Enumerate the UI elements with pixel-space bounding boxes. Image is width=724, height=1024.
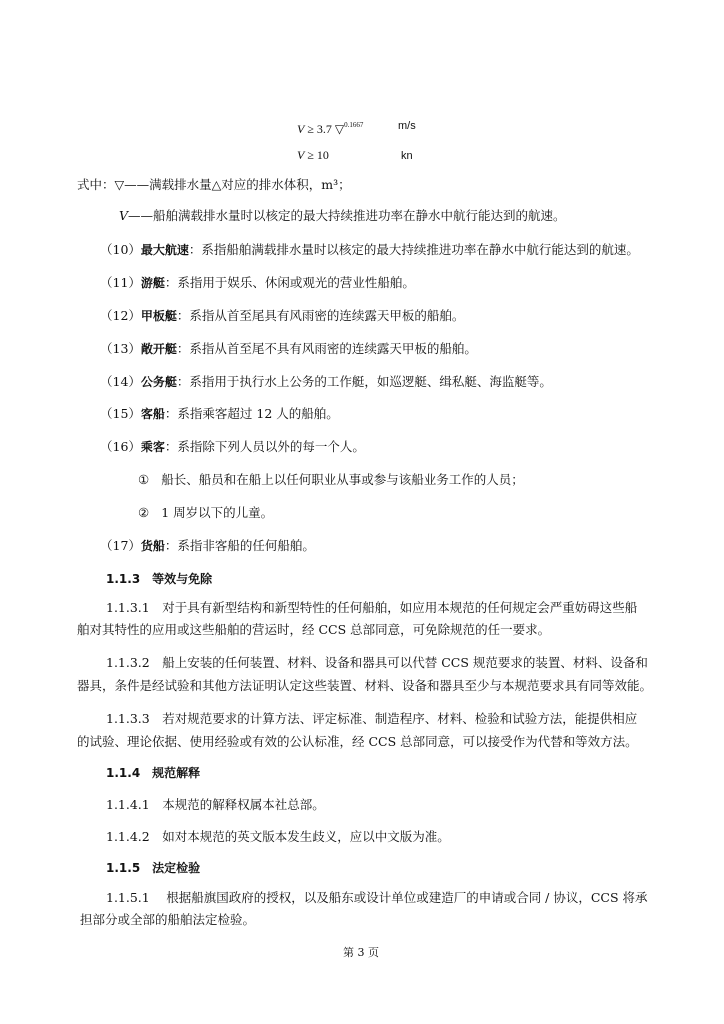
- definition-text: ：系指除下列人员以外的每一个人。: [164, 439, 365, 454]
- definition-number: （11）: [100, 275, 141, 290]
- sub-item-text: 1 周岁以下的儿童。: [161, 505, 274, 520]
- formula-variable: V: [297, 122, 305, 136]
- formula-speed-kn: [297, 147, 329, 163]
- paragraph-1-1-3-3-line2: 的试验、理论依据、使用经验或有效的公认标准，经 CCS 总部同意，可以接受作为代替和等效方法。: [77, 734, 638, 749]
- page-number: 第 3 页: [343, 946, 379, 959]
- paragraph-1-1-3-1-line2: 舶对其特性的应用或这些船舶的营运时，经 CCS 总部同意，可免除规范的任一要求。: [77, 622, 551, 637]
- section-heading-1-1-3: 1.1.3 等效与免除: [106, 572, 213, 586]
- definition-term: 客船: [140, 407, 165, 421]
- sub-item-mark: ①: [138, 472, 150, 487]
- definition-text: ：系指从首至尾不具有风雨密的连续露天甲板的船舶。: [176, 341, 477, 356]
- formula-unit-ms: m/s: [398, 120, 416, 132]
- paragraph-1-1-5-1-line1: 1.1.5.1 根据船旗国政府的授权，以及船东或设计单位或建造厂的申请或合同 / 协议，CCS 将承: [106, 890, 648, 905]
- sub-item: [138, 472, 524, 488]
- definition-number: （14）: [100, 374, 141, 389]
- definition-number: （10）: [100, 242, 141, 257]
- definition-number: （12）: [100, 308, 141, 323]
- definition-term: 公务艇: [140, 375, 177, 389]
- definition-text: ：系指乘客超过 12 人的船舶。: [164, 406, 339, 421]
- formula-relation: ≥ 3.7 ▽: [304, 122, 345, 136]
- section-heading-1-1-4: 1.1.4 规范解释: [106, 766, 201, 780]
- definition-text: ：系指非客船的任何船舶。: [164, 538, 315, 553]
- definition-item: [100, 341, 477, 357]
- definition-item: [100, 374, 552, 390]
- formula-speed-ms: [297, 117, 363, 137]
- definition-term: 乘客: [140, 440, 165, 454]
- definition-item: [100, 538, 315, 554]
- formula-exponent: 0.1667: [344, 121, 364, 129]
- paragraph-1-1-3-3-line1: 1.1.3.3 若对规范要求的计算方法、评定标准、制造程序、材料、检验和试验方法，能提供相应: [106, 711, 638, 726]
- definition-item: [100, 275, 415, 291]
- formula-variable: V: [297, 148, 305, 162]
- definition-item: [100, 242, 639, 258]
- definition-term: 最大航速: [140, 243, 189, 257]
- sub-item-text: 船长、船员和在船上以任何职业从事或参与该船业务工作的人员；: [161, 472, 524, 487]
- definition-item: [100, 439, 365, 455]
- definition-number: （17）: [100, 538, 141, 553]
- formula-relation: ≥ 10: [304, 148, 329, 162]
- paragraph-1-1-3-2-line2: 器具，条件是经试验和其他方法证明认定这些装置、材料、设备和器具至少与本规范要求具有同等效能。: [77, 678, 653, 693]
- where-variable: V: [119, 208, 129, 223]
- definition-number: （15）: [100, 406, 141, 421]
- where-v-text: ——船舶满载排水量时以核定的最大持续推进功率在静水中航行能达到的航速。: [128, 208, 566, 223]
- definition-term: 敞开艇: [140, 342, 177, 356]
- paragraph-1-1-3-1-line1: 1.1.3.1 对于具有新型结构和新型特性的任何船舶，如应用本规范的任何规定会严重妨碍这些船: [106, 600, 638, 615]
- definition-number: （16）: [100, 439, 141, 454]
- definition-item: [100, 406, 339, 422]
- definition-term: 货船: [140, 539, 165, 553]
- definition-text: ：系指用于执行水上公务的工作艇，如巡逻艇、缉私艇、海监艇等。: [176, 374, 552, 389]
- definition-text: ：系指从首至尾具有风雨密的连续露天甲板的船舶。: [176, 308, 465, 323]
- formula-unit-kn: kn: [401, 150, 413, 162]
- paragraph-1-1-4-1: 1.1.4.1 本规范的解释权属本社总部。: [106, 797, 325, 812]
- definition-text: ：系指船舶满载排水量时以核定的最大持续推进功率在静水中航行能达到的航速。: [188, 242, 639, 257]
- definition-term: 甲板艇: [140, 309, 177, 323]
- definition-number: （13）: [100, 341, 141, 356]
- formula-where-v-line: [119, 208, 566, 224]
- section-heading-1-1-5: 1.1.5 法定检验: [106, 861, 201, 875]
- sub-item-mark: ②: [138, 505, 150, 520]
- definition-text: ：系指用于娱乐、休闲或观光的营业性船舶。: [164, 275, 415, 290]
- paragraph-1-1-4-2: 1.1.4.2 如对本规范的英文版本发生歧义，应以中文版为准。: [106, 829, 450, 844]
- definition-item: [100, 308, 464, 324]
- formula-where-line: 式中：▽——满载排水量△对应的排水体积，m³；: [77, 177, 351, 192]
- paragraph-1-1-3-2-line1: 1.1.3.2 船上安装的任何装置、材料、设备和器具可以代替 CCS 规范要求的装置、材料、设备和: [106, 655, 648, 670]
- definition-term: 游艇: [140, 276, 165, 290]
- paragraph-1-1-5-1-line2: 担部分或全部的船舶法定检验。: [80, 912, 256, 927]
- sub-item: [138, 505, 273, 521]
